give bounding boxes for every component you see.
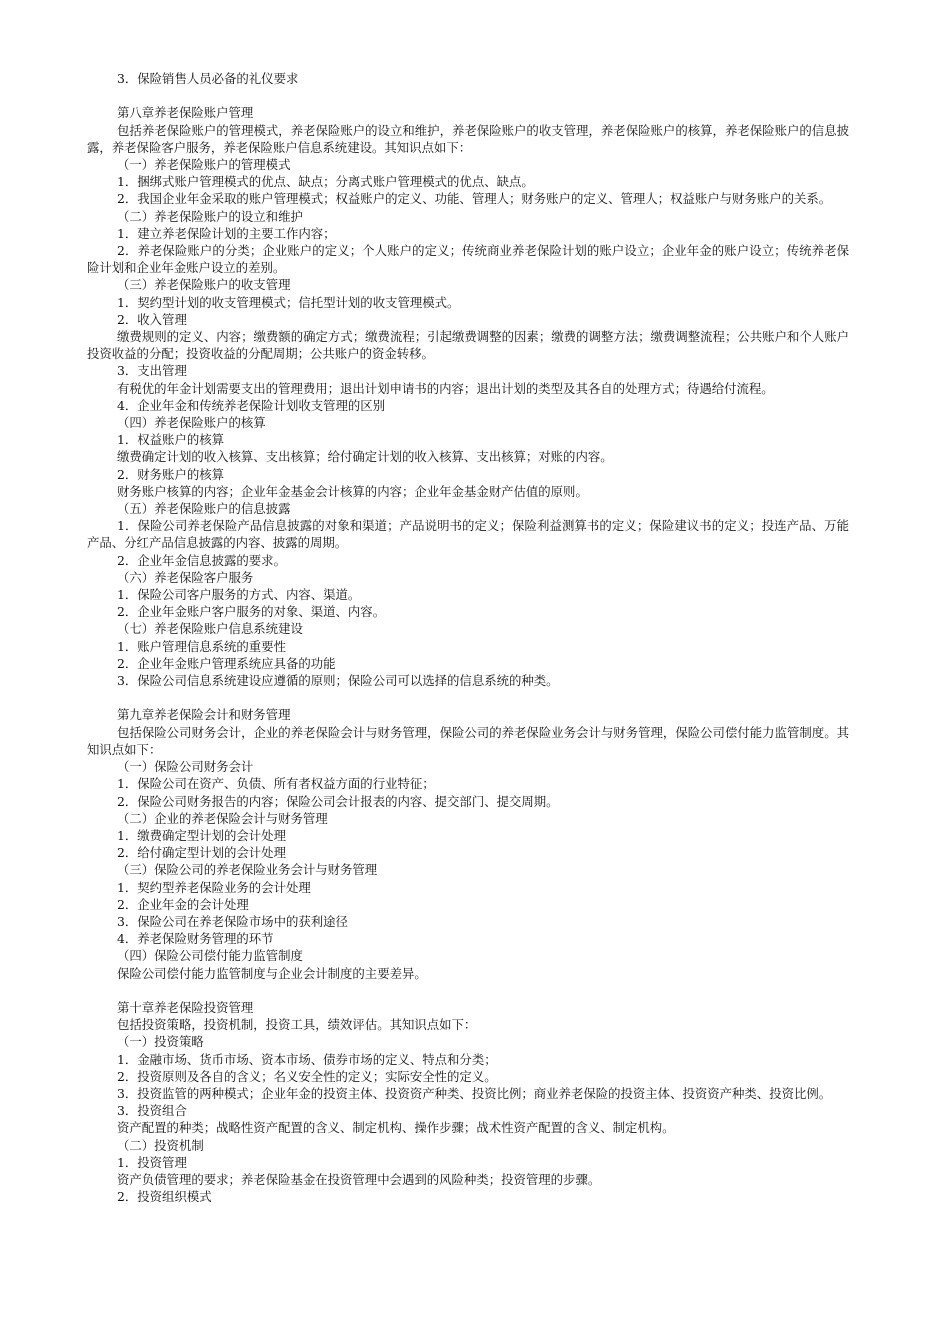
text-line: （五）养老保险账户的信息披露	[117, 501, 291, 517]
text-line: 财务账户核算的内容；企业年金基金会计核算的内容；企业年金基金财产估值的原则。	[117, 483, 588, 499]
text-line: 3．投资组合	[117, 1103, 187, 1119]
text-line: （三）养老保险账户的收支管理	[117, 277, 291, 293]
text-line: （四）保险公司偿付能力监管制度	[117, 948, 303, 964]
text-line: （三）保险公司的养老保险业务会计与财务管理	[117, 862, 378, 878]
text-line: 缴费规则的定义、内容；缴费额的确定方式；缴费流程；引起缴费调整的因素；缴费的调整方法；缴费调整流程；公共账户和个人账户投资收益的分配；投资收益的分配周期；公共账户的资金转移。	[87, 329, 849, 362]
blank-line	[87, 689, 849, 706]
blank-line	[87, 87, 849, 104]
text-line: 包括养老保险账户的管理模式，养老保险账户的设立和维护，养老保险账户的收支管理，养老保险账户的核算，养老保险账户的信息披露，养老保险客户服务，养老保险账户信息系统建设。其知识点如下：	[87, 122, 849, 155]
text-line: 1．保险公司在资产、负债、所有者权益方面的行业特征；	[117, 776, 435, 792]
text-line: 包括保险公司财务会计，企业的养老保险会计与财务管理，保险公司的养老保险业务会计与财务管理，保险公司偿付能力监管制度。其知识点如下：	[87, 724, 849, 757]
text-line: 2．投资原则及各自的含义；名义安全性的定义；实际安全性的定义。	[117, 1068, 497, 1084]
text-line: 1．契约型计划的收支管理模式；信托型计划的收支管理模式。	[117, 294, 460, 310]
text-line: （六）养老保险客户服务	[117, 569, 254, 585]
text-line: 2．企业年金账户客户服务的对象、渠道、内容。	[117, 604, 386, 620]
text-line: 1．账户管理信息系统的重要性	[117, 638, 286, 654]
text-line: 2．养老保险账户的分类；企业账户的定义；个人账户的定义；传统商业养老保险计划的账户设立；企业年金的账户设立；传统养老保险计划和企业年金账户设立的差别。	[87, 243, 849, 276]
text-line: 1．投资管理	[117, 1154, 187, 1170]
text-line: 2．我国企业年金采取的账户管理模式；权益账户的定义、功能、管理人；财务账户的定义、管理人；权益账户与财务账户的关系。	[117, 191, 832, 207]
text-line: 4．企业年金和传统养老保险计划收支管理的区别	[117, 397, 386, 413]
text-line: 3．支出管理	[117, 363, 187, 379]
text-line: （四）养老保险账户的核算	[117, 415, 266, 431]
text-line: 2．企业年金的会计处理	[117, 896, 249, 912]
text-line: 缴费确定计划的收入核算、支出核算；给付确定计划的收入核算、支出核算；对账的内容。	[117, 449, 613, 465]
text-line: 2．收入管理	[117, 311, 187, 327]
text-line: 3．保险销售人员必备的礼仪要求	[117, 71, 299, 86]
text-line: 第十章养老保险投资管理	[117, 999, 254, 1015]
text-line: 1．建立养老保险计划的主要工作内容；	[117, 225, 336, 241]
text-line: 1．捆绑式账户管理模式的优点、缺点；分离式账户管理模式的优点、缺点。	[117, 174, 534, 190]
text-line: 1．权益账户的核算	[117, 432, 225, 448]
text-line: 2．企业年金账户管理系统应具备的功能	[117, 655, 336, 671]
text-line: 第八章养老保险账户管理	[117, 105, 254, 121]
text-line: 2．财务账户的核算	[117, 466, 225, 482]
text-line: （一）养老保险账户的管理模式	[117, 157, 291, 172]
text-line: 4．养老保险财务管理的环节	[117, 931, 274, 947]
text-line: 2．保险公司财务报告的内容；保险公司会计报表的内容、提交部门、提交周期。	[117, 793, 559, 809]
blank-line	[87, 982, 849, 999]
text-line: 2．投资组织模式	[117, 1189, 212, 1205]
text-line: （一）投资策略	[117, 1034, 204, 1050]
document-page	[87, 70, 849, 1205]
text-line: 第九章养老保险会计和财务管理	[117, 707, 291, 723]
text-line: 资产负债管理的要求；养老保险基金在投资管理中会遇到的风险种类；投资管理的步骤。	[117, 1171, 601, 1187]
text-line: 保险公司偿付能力监管制度与企业会计制度的主要差异。	[117, 965, 427, 981]
text-line: （二）投资机制	[117, 1137, 204, 1153]
text-line: （七）养老保险账户信息系统建设	[117, 621, 303, 637]
text-line: 资产配置的种类；战略性资产配置的含义、制定机构、操作步骤；战术性资产配置的含义、制定机构。	[117, 1120, 675, 1136]
text-line: 有税优的年金计划需要支出的管理费用；退出计划申请书的内容；退出计划的类型及其各自的处理方式；待遇给付流程。	[117, 380, 774, 396]
text-line: 1．金融市场、货币市场、资本市场、债券市场的定义、特点和分类；	[117, 1051, 497, 1067]
text-line: 2．给付确定型计划的会计处理	[117, 845, 286, 861]
text-line: 1．契约型养老保险业务的会计处理	[117, 879, 311, 895]
text-line: 1．保险公司养老保险产品信息披露的对象和渠道；产品说明书的定义；保险利益测算书的定义；保险建议书的定义；投连产品、万能产品、分红产品信息披露的内容、披露的周期。	[87, 518, 849, 551]
text-line: 3．保险公司在养老保险市场中的获利途径	[117, 913, 348, 929]
text-line: （二）养老保险账户的设立和维护	[117, 208, 303, 224]
text-line: （一）保险公司财务会计	[117, 759, 254, 775]
text-line: 2．企业年金信息披露的要求。	[117, 552, 286, 568]
text-line: 包括投资策略，投资机制，投资工具，绩效评估。其知识点如下：	[117, 1017, 477, 1033]
text-line: 1．保险公司客户服务的方式、内容、渠道。	[117, 587, 361, 603]
text-line: （二）企业的养老保险会计与财务管理	[117, 810, 328, 826]
text-line: 3．保险公司信息系统建设应遵循的原则；保险公司可以选择的信息系统的种类。	[117, 673, 559, 689]
text-line: 3．投资监管的两种模式；企业年金的投资主体、投资资产种类、投资比例；商业养老保险的投资主体、投资资产种类、投资比例。	[117, 1085, 832, 1101]
text-line: 1．缴费确定型计划的会计处理	[117, 827, 286, 843]
